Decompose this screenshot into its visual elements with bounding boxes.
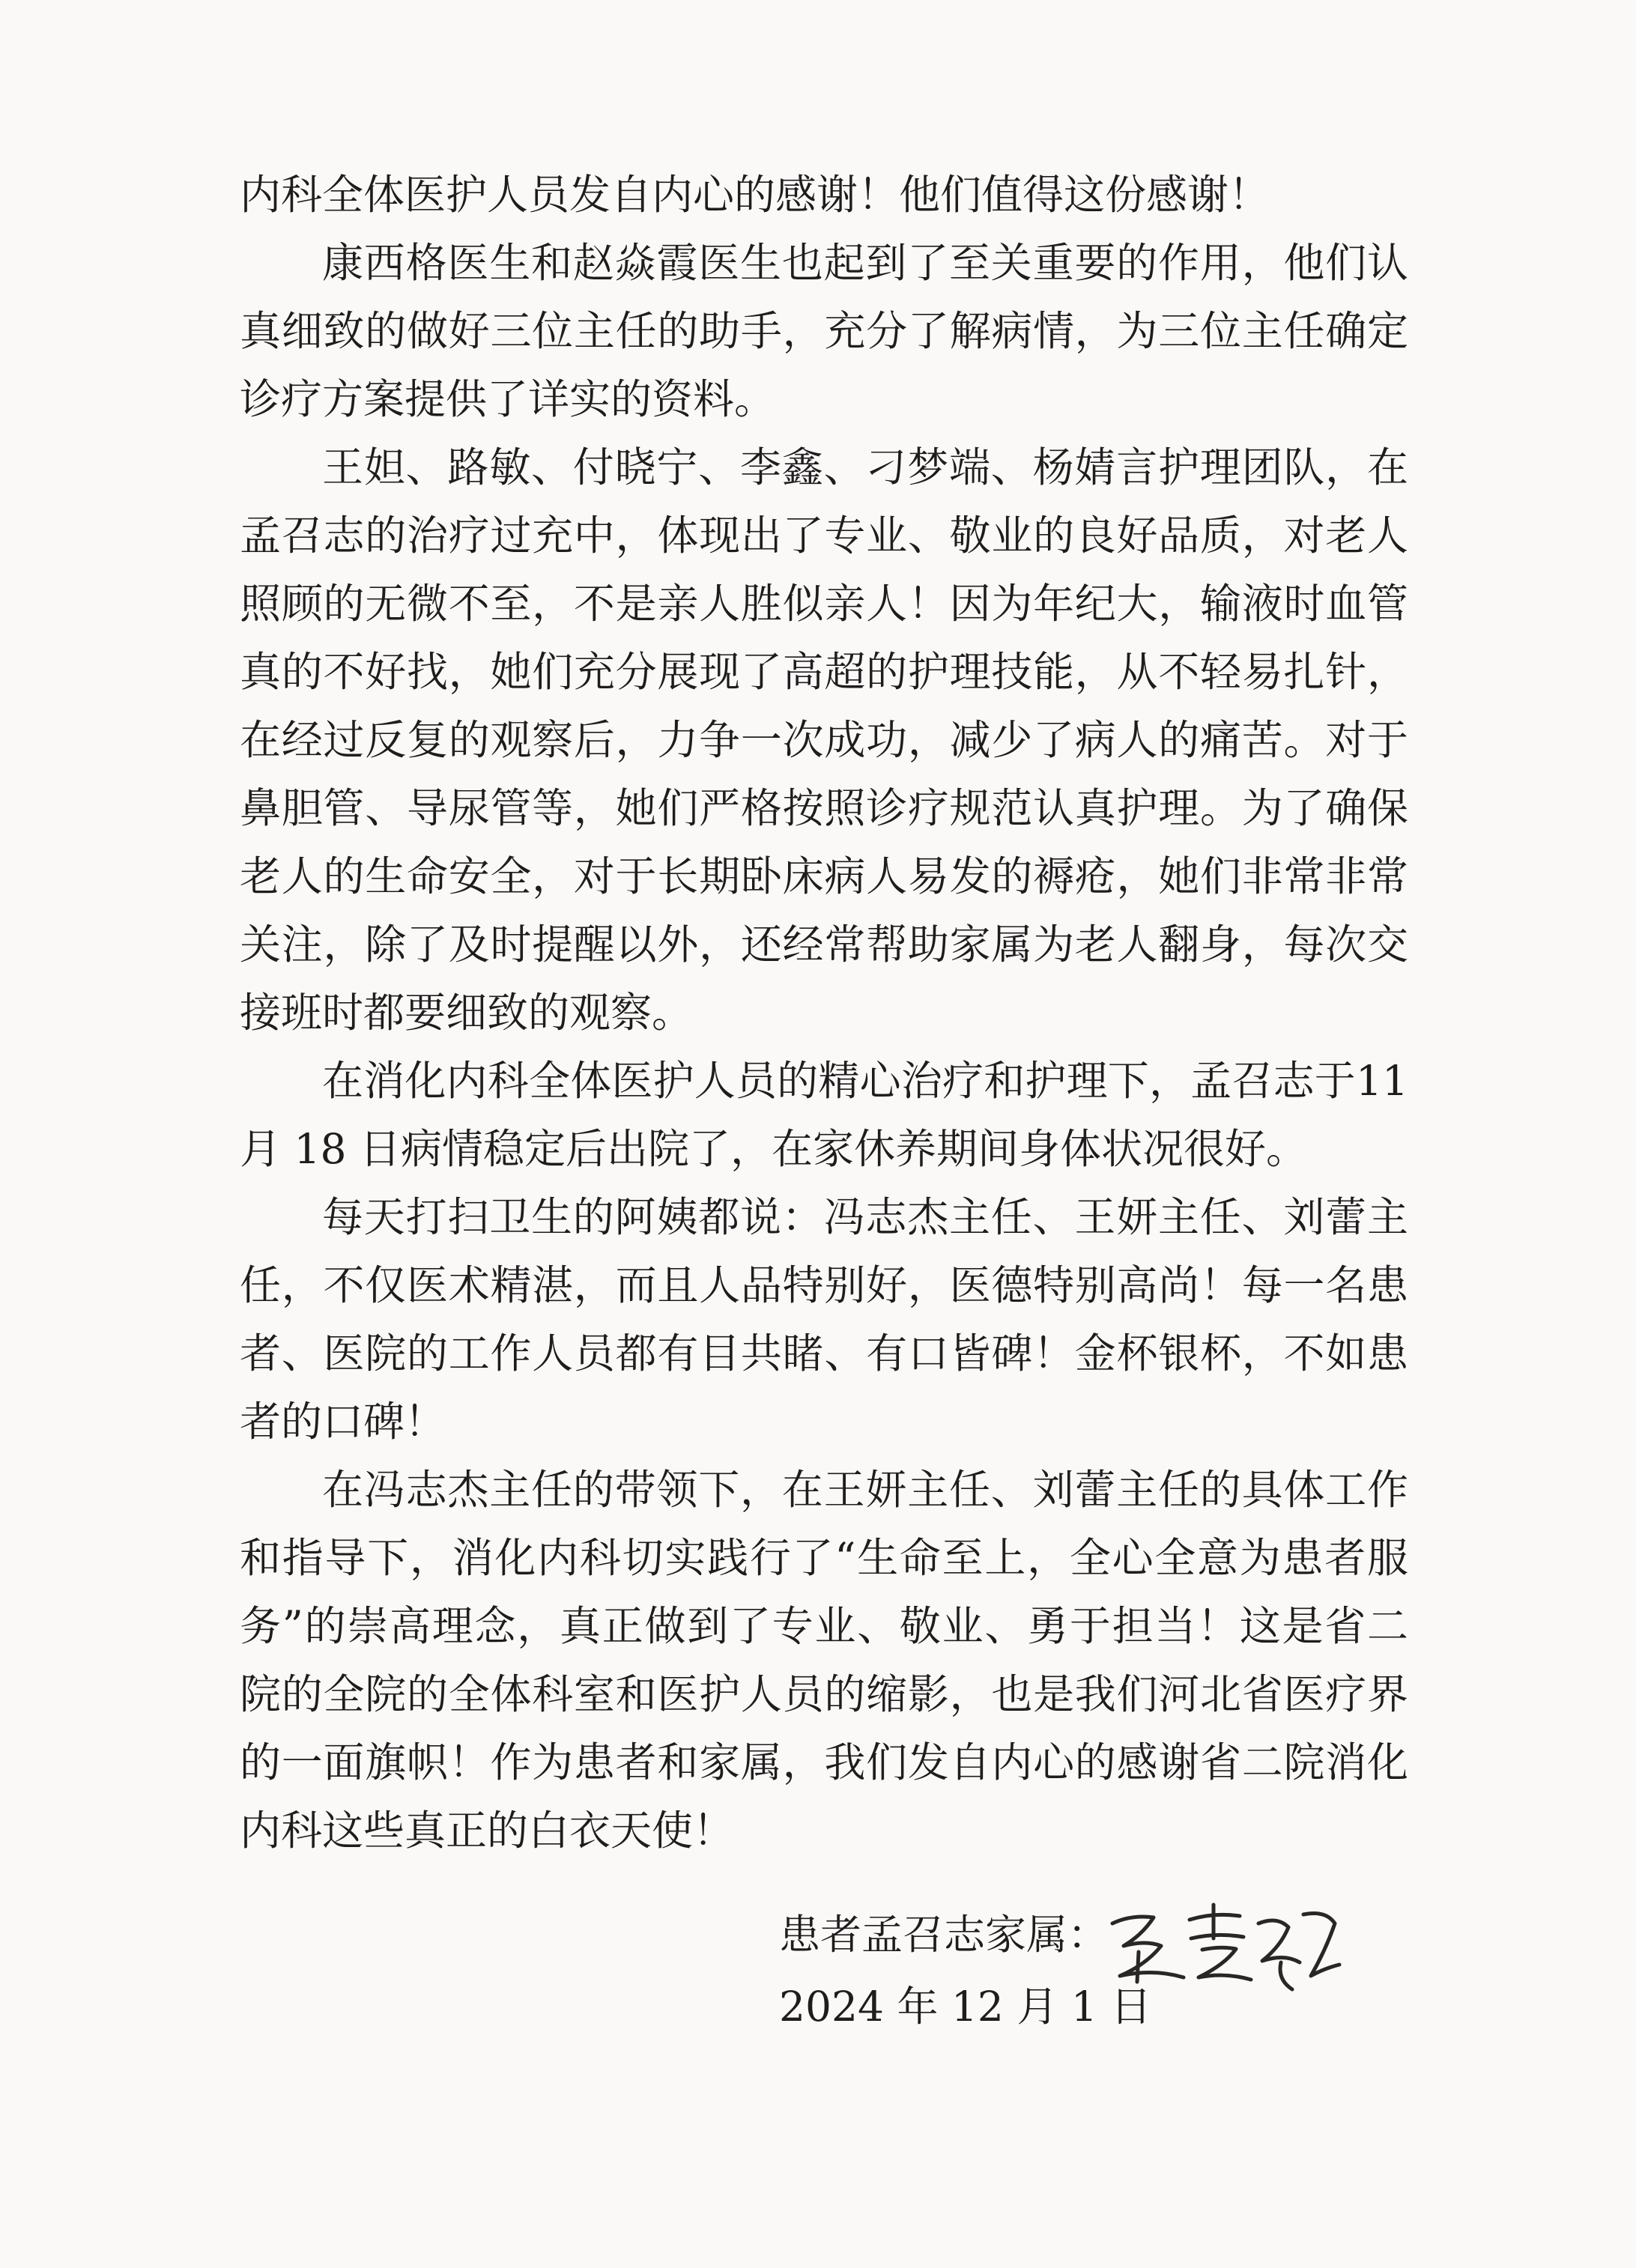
letter-body	[240, 161, 1408, 1865]
paragraph-doctors: 康西格医生和赵焱霞医生也起到了至关重要的作用，他们认真细致的做好三位主任的助手，充分了解病情，为三位主任确定诊疗方案提供了详实的资料。	[240, 239, 1408, 423]
paragraph-discharge: 在消化内科全体医护人员的精心治疗和护理下，孟召志于11 月 18 日病情稳定后出院了，在家休养期间身体状况很好。	[240, 1057, 1408, 1173]
letter-date: 2024 年 12 月 1 日	[779, 1983, 1152, 2031]
letter-closing	[779, 1899, 1151, 2043]
signoff-label: 患者孟召志家属：	[779, 1911, 1109, 1959]
paragraph-conclusion: 在冯志杰主任的带领下，在王妍主任、刘蕾主任的具体工作和指导下，消化内科切实践行了“生命至上，全心全意为患者服务”的崇高理念，真正做到了专业、敬业、勇于担当！这是省二院的全院的全体科室和医护人员的缩影，也是我们河北省医疗界的一面旗帜！作为患者和家属，我们发自内心的感谢省二院消化内科这些真正的白衣天使！	[240, 1466, 1408, 1855]
handwritten-signature	[1101, 1893, 1348, 2006]
paragraph-thanks-closing: 内科全体医护人员发自内心的感谢！他们值得这份感谢！	[240, 171, 1270, 219]
paragraph-nursing-team: 王妲、路敏、付晓宁、李鑫、刁梦端、杨婧言护理团队，在孟召志的治疗过充中，体现出了专业、敬业的良好品质，对老人照顾的无微不至，不是亲人胜似亲人！因为年纪大，输液时血管真的不好找，她们充分展现了高超的护理技能，从不轻易扎针，在经过反复的观察后，力争一次成功，减少了病人的痛苦。对于鼻胆管、导尿管等，她们严格按照诊疗规范认真护理。为了确保老人的生命安全，对于长期卧床病人易发的褥疮，她们非常非常关注，除了及时提醒以外，还经常帮助家属为老人翻身，每次交接班时都要细致的观察。	[240, 443, 1408, 1037]
paragraph-cleaning-staff: 每天打扫卫生的阿姨都说：冯志杰主任、王妍主任、刘蕾主任，不仅医术精湛，而且人品特别好，医德特别高尚！每一名患者、医院的工作人员都有目共睹、有口皆碑！金杯银杯，不如患者的口碑！	[240, 1193, 1408, 1446]
